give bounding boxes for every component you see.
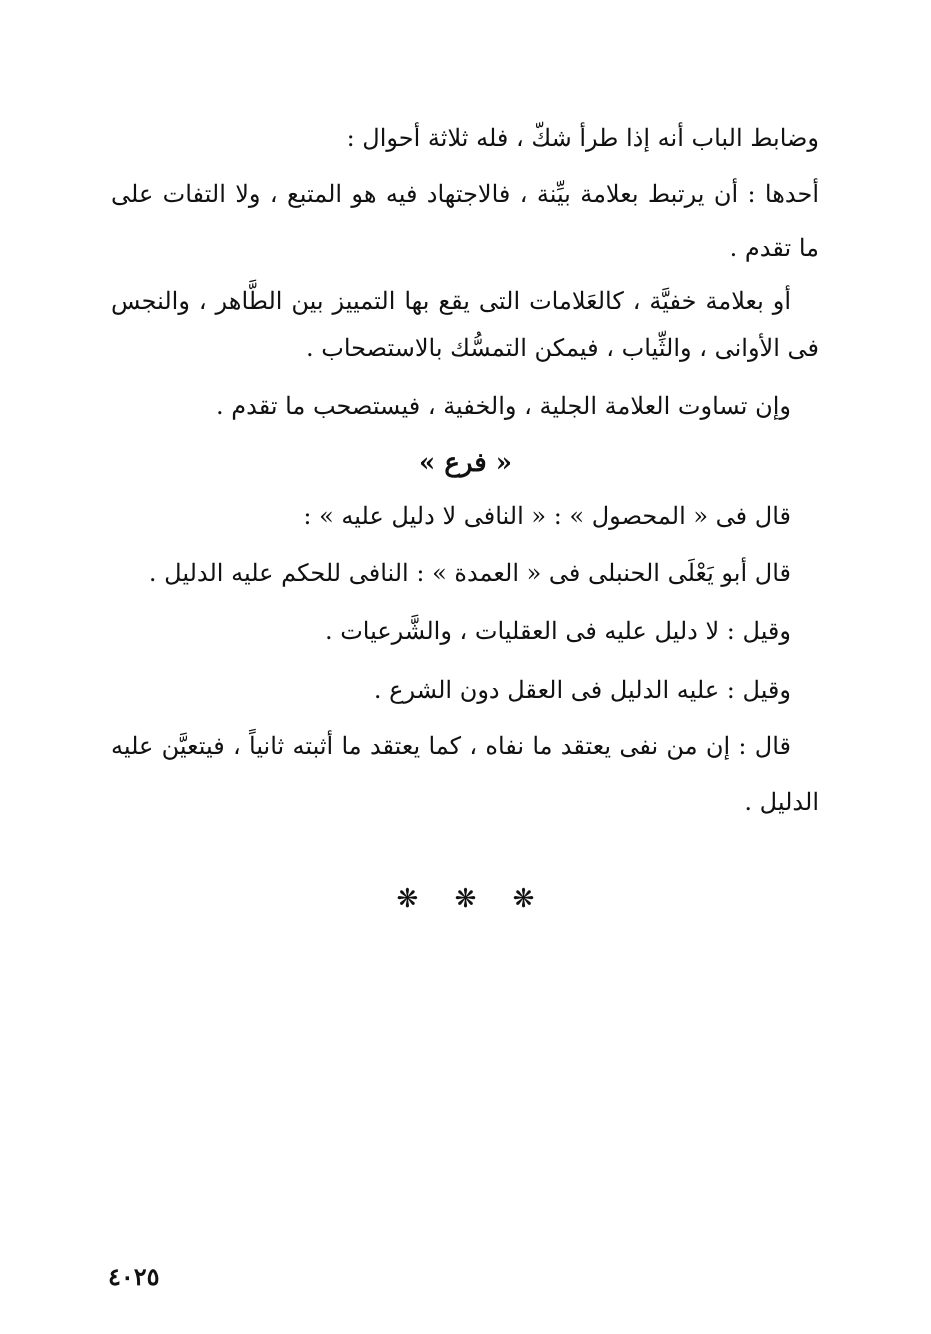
paragraph-second-case-line-2: فى الأوانى ، والثِّياب ، فيمكن التمسُّك بالاستصحاب . [306, 334, 819, 362]
star-ornament-icon: ❋ [454, 884, 477, 914]
star-ornament-icon: ❋ [512, 884, 535, 914]
paragraph-first-case-line-2: ما تقدم . [729, 234, 819, 262]
star-ornament-icon: ❋ [396, 884, 419, 914]
paragraph-quote-abu-yala: قال أبو يَعْلَى الحنبلى فى « العمدة » : النافى للحكم عليه الدليل . [148, 559, 791, 587]
paragraph-intro: وضابط الباب أنه إذا طرأ شكّ ، فله ثلاثة أحوال : [346, 124, 819, 152]
paragraph-third-case: وإن تساوت العلامة الجلية ، والخفية ، فيستصحب ما تقدم . [215, 392, 791, 420]
paragraph-conclusion-line-1: قال : إن من نفى يعتقد ما نفاه ، كما يعتقد ما أثبته ثانياً ، فيتعيَّن عليه [111, 732, 791, 760]
section-heading: « فرع » [419, 448, 512, 478]
paragraph-conclusion-line-2: الدليل . [744, 788, 819, 816]
page-number: ٤٠٢٥ [108, 1262, 160, 1291]
paragraph-opinion-two: وقيل : عليه الدليل فى العقل دون الشرع . [373, 676, 791, 704]
paragraph-second-case-line-1: أو بعلامة خفيَّة ، كالعَلامات التى يقع بها التمييز بين الطَّاهر ، والنجس [111, 287, 791, 315]
paragraph-opinion-one: وقيل : لا دليل عليه فى العقليات ، والشَّرعيات . [324, 617, 791, 645]
section-separator [0, 884, 931, 914]
paragraph-first-case-line-1: أحدها : أن يرتبط بعلامة بيِّنة ، فالاجتهاد فيه هو المتبع ، ولا التفات على [111, 180, 819, 208]
paragraph-quote-mahsul: قال فى « المحصول » : « النافى لا دليل عليه » : [303, 502, 791, 530]
